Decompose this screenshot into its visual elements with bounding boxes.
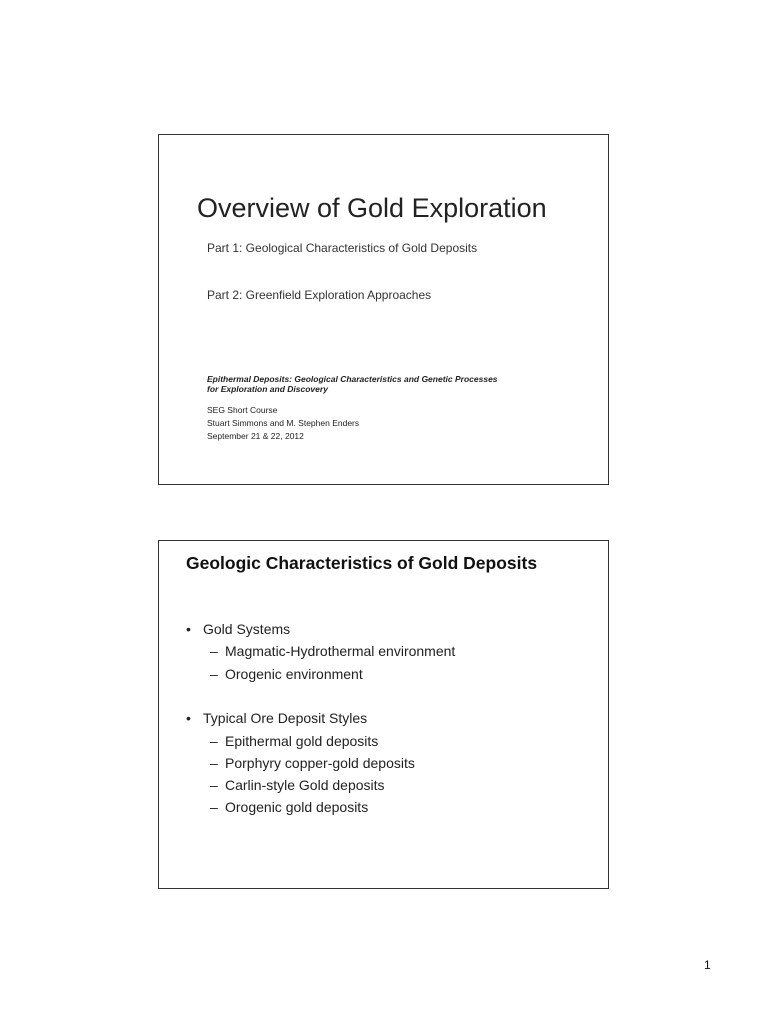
- dash-symbol: –: [210, 755, 218, 771]
- bullet-item: [186, 710, 367, 726]
- course-authors: Stuart Simmons and M. Stephen Enders: [207, 418, 360, 428]
- sub-item-text: Epithermal gold deposits: [225, 733, 379, 749]
- slide-2-content: [158, 540, 609, 889]
- sub-item: [210, 799, 368, 815]
- course-title-line-1: Epithermal Deposits: Geological Characteristics and Genetic Processes: [207, 374, 498, 384]
- dash-symbol: –: [210, 733, 218, 749]
- sub-item-text: Orogenic environment: [225, 666, 363, 682]
- bullet-item: [186, 621, 290, 637]
- part-1-label: Part 1: Geological Characteristics of Gold Deposits: [207, 241, 478, 255]
- sub-item: [210, 777, 385, 793]
- sub-item: [210, 733, 378, 749]
- sub-item: [210, 666, 363, 682]
- sub-item-text: Magmatic-Hydrothermal environment: [225, 643, 456, 659]
- sub-item: [210, 755, 415, 771]
- part-2-label: Part 2: Greenfield Exploration Approaches: [207, 288, 432, 302]
- dash-symbol: –: [210, 643, 218, 659]
- slide-1-title: [158, 134, 609, 485]
- bullet-symbol: •: [186, 710, 191, 726]
- sub-item: [210, 643, 455, 659]
- dash-symbol: –: [210, 799, 218, 815]
- slide-2-heading: Geologic Characteristics of Gold Deposits: [186, 553, 538, 573]
- bullet-text: Gold Systems: [203, 621, 291, 637]
- sub-item-text: Porphyry copper-gold deposits: [225, 755, 415, 771]
- slide-1-heading: Overview of Gold Exploration: [197, 193, 547, 223]
- sub-item-text: Carlin-style Gold deposits: [225, 777, 385, 793]
- sub-item-text: Orogenic gold deposits: [225, 799, 369, 815]
- course-dates: September 21 & 22, 2012: [207, 431, 304, 441]
- bullet-symbol: •: [186, 621, 191, 637]
- course-title: [207, 374, 498, 394]
- bullet-text: Typical Ore Deposit Styles: [203, 710, 368, 726]
- course-name: SEG Short Course: [207, 405, 278, 415]
- course-title-line-2: for Exploration and Discovery: [207, 384, 328, 394]
- page-number: 1: [704, 958, 711, 972]
- dash-symbol: –: [210, 666, 218, 682]
- dash-symbol: –: [210, 777, 218, 793]
